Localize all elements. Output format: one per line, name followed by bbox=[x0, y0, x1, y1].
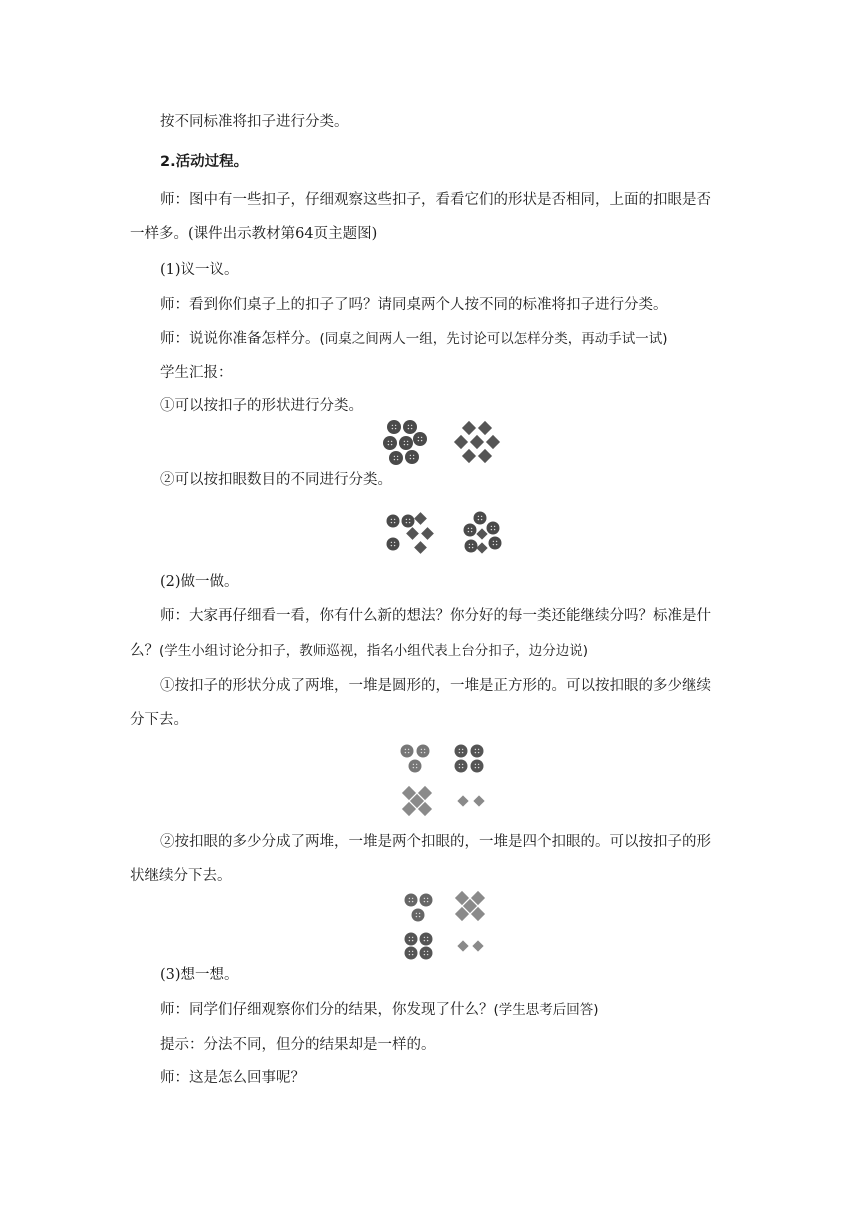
note-text: (学生小组讨论分扣子，教师巡视，指名小组代表上台分扣子，边分边说) bbox=[159, 643, 589, 659]
text-line: 师：图中有一些扣子，仔细观察这些扣子，看看它们的形状是否相同，上面的扣眼是否 bbox=[160, 192, 711, 208]
teacher-text: 师：说说你准备怎样分。 bbox=[160, 331, 320, 347]
text-line: 一样多。(课件出示教材第64页主题图) bbox=[130, 226, 378, 242]
text-line: 师：大家再仔细看一看，你有什么新的想法？你分好的每一类还能继续分吗？标准是什 bbox=[160, 608, 711, 624]
button-hole-dot bbox=[395, 428, 396, 429]
button-hole-dot bbox=[472, 544, 473, 545]
square-button-icon bbox=[414, 512, 427, 525]
button-hole-dot bbox=[391, 522, 392, 523]
round-button-icon bbox=[471, 760, 484, 773]
button-hole-dot bbox=[418, 437, 419, 438]
square-buttons-group bbox=[454, 421, 500, 463]
square-two-hole-subgroup bbox=[457, 795, 484, 806]
button-hole-dot bbox=[424, 951, 425, 952]
button-hole-dot bbox=[411, 428, 412, 429]
button-hole-dot bbox=[494, 526, 495, 527]
text-line bbox=[160, 330, 760, 348]
button-hole-dot bbox=[407, 441, 408, 442]
button-hole-dot bbox=[416, 913, 417, 914]
button-hole-dot bbox=[427, 937, 428, 938]
button-hole-dot bbox=[462, 764, 463, 765]
button-hole-dot bbox=[462, 749, 463, 750]
square-button-icon bbox=[473, 795, 484, 806]
round-button-icon bbox=[387, 420, 401, 434]
round-button-icon bbox=[402, 515, 415, 528]
button-hole-dot bbox=[413, 458, 414, 459]
button-hole-dot bbox=[404, 444, 405, 445]
button-hole-dot bbox=[421, 749, 422, 750]
button-hole-dot bbox=[424, 937, 425, 938]
button-hole-dot bbox=[421, 440, 422, 441]
button-hole-dot bbox=[408, 752, 409, 753]
round-button-icon bbox=[455, 760, 468, 773]
button-hole-dot bbox=[388, 444, 389, 445]
text-line: 师：这是怎么回事呢？ bbox=[160, 1070, 305, 1086]
round-button-icon bbox=[399, 436, 413, 450]
text-line: ②按扣眼的多少分成了两堆，一堆是两个扣眼的，一堆是四个扣眼的。可以按扣子的形 bbox=[160, 834, 711, 850]
button-hole-dot bbox=[404, 441, 405, 442]
figure-shape-classification bbox=[380, 417, 510, 469]
button-hole-dot bbox=[405, 752, 406, 753]
round-button-icon bbox=[420, 933, 433, 946]
square-button-icon bbox=[476, 528, 487, 539]
figure-hole-classification bbox=[383, 510, 508, 558]
button-hole-dot bbox=[475, 764, 476, 765]
four-hole-square-subgroup bbox=[457, 940, 483, 951]
button-hole-dot bbox=[481, 519, 482, 520]
round-button-icon bbox=[455, 745, 468, 758]
note-text: (同桌之间两人一组，先讨论可以怎样分类，再动手试一试) bbox=[319, 331, 668, 347]
button-hole-dot bbox=[391, 542, 392, 543]
square-button-icon bbox=[457, 940, 468, 951]
button-hole-dot bbox=[478, 519, 479, 520]
round-button-icon bbox=[409, 760, 422, 773]
button-hole-dot bbox=[468, 531, 469, 532]
button-hole-dot bbox=[475, 767, 476, 768]
round-buttons-group bbox=[383, 420, 427, 465]
button-hole-dot bbox=[427, 898, 428, 899]
button-hole-dot bbox=[469, 544, 470, 545]
button-hole-dot bbox=[494, 529, 495, 530]
button-hole-dot bbox=[462, 767, 463, 768]
round-button-icon bbox=[465, 540, 478, 553]
button-hole-dot bbox=[412, 954, 413, 955]
text-line: ①可以按扣子的形状进行分类。 bbox=[160, 398, 363, 414]
button-hole-dot bbox=[478, 767, 479, 768]
button-hole-dot bbox=[424, 901, 425, 902]
button-hole-dot bbox=[409, 951, 410, 952]
round-button-icon bbox=[405, 947, 418, 960]
round-button-icon bbox=[417, 745, 430, 758]
button-hole-dot bbox=[394, 522, 395, 523]
button-hole-dot bbox=[496, 541, 497, 542]
button-hole-dot bbox=[408, 749, 409, 750]
button-hole-dot bbox=[413, 767, 414, 768]
square-four-hole-subgroup bbox=[402, 786, 432, 816]
button-hole-dot bbox=[491, 529, 492, 530]
button-hole-dot bbox=[406, 522, 407, 523]
button-hole-dot bbox=[427, 954, 428, 955]
button-hole-dot bbox=[424, 954, 425, 955]
button-hole-dot bbox=[416, 767, 417, 768]
four-hole-group bbox=[464, 512, 502, 554]
round-button-icon bbox=[387, 515, 400, 528]
round-button-icon bbox=[420, 894, 433, 907]
button-hole-dot bbox=[408, 428, 409, 429]
subheading: (3)想一想。 bbox=[160, 967, 239, 983]
button-hole-dot bbox=[409, 522, 410, 523]
text-line bbox=[130, 642, 730, 660]
button-hole-dot bbox=[412, 901, 413, 902]
button-hole-dot bbox=[459, 764, 460, 765]
square-button-icon bbox=[478, 421, 492, 435]
button-hole-dot bbox=[478, 752, 479, 753]
button-hole-dot bbox=[419, 916, 420, 917]
button-hole-dot bbox=[475, 749, 476, 750]
round-two-hole-subgroup bbox=[401, 745, 430, 773]
button-hole-dot bbox=[397, 456, 398, 457]
button-hole-dot bbox=[410, 455, 411, 456]
square-button-icon bbox=[421, 527, 434, 540]
button-hole-dot bbox=[427, 940, 428, 941]
round-button-icon bbox=[489, 537, 502, 550]
round-four-hole-subgroup bbox=[455, 745, 484, 773]
round-button-icon bbox=[487, 522, 500, 535]
button-hole-dot bbox=[478, 516, 479, 517]
round-button-icon bbox=[412, 909, 425, 922]
square-button-icon bbox=[472, 940, 483, 951]
subheading: (2)做一做。 bbox=[160, 574, 239, 590]
button-hole-dot bbox=[392, 425, 393, 426]
two-hole-round-subgroup bbox=[405, 894, 433, 922]
text-line: 按不同标准将扣子进行分类。 bbox=[160, 114, 349, 130]
square-button-icon bbox=[414, 541, 427, 554]
button-hole-dot bbox=[459, 752, 460, 753]
button-hole-dot bbox=[427, 901, 428, 902]
button-hole-dot bbox=[475, 752, 476, 753]
button-hole-dot bbox=[418, 440, 419, 441]
two-hole-square-subgroup bbox=[455, 891, 485, 921]
button-hole-dot bbox=[471, 528, 472, 529]
button-hole-dot bbox=[394, 545, 395, 546]
button-hole-dot bbox=[409, 940, 410, 941]
text-line: 提示：分法不同，但分的结果却是一样的。 bbox=[160, 1037, 436, 1053]
text-line bbox=[160, 1001, 760, 1019]
square-button-icon bbox=[476, 542, 487, 553]
square-button-icon bbox=[457, 795, 468, 806]
button-hole-dot bbox=[409, 937, 410, 938]
round-button-icon bbox=[389, 451, 403, 465]
button-hole-dot bbox=[478, 749, 479, 750]
button-hole-dot bbox=[408, 425, 409, 426]
button-hole-dot bbox=[419, 913, 420, 914]
two-hole-group bbox=[387, 512, 434, 554]
round-button-icon bbox=[405, 933, 418, 946]
button-hole-dot bbox=[491, 526, 492, 527]
square-button-icon bbox=[478, 449, 492, 463]
text-line: 学生汇报： bbox=[160, 365, 233, 381]
button-hole-dot bbox=[421, 752, 422, 753]
round-button-icon bbox=[405, 894, 418, 907]
button-hole-dot bbox=[424, 749, 425, 750]
button-hole-dot bbox=[395, 425, 396, 426]
square-button-icon bbox=[454, 435, 468, 449]
button-hole-dot bbox=[459, 749, 460, 750]
question-text: 么？ bbox=[130, 643, 159, 659]
subheading: (1)议一议。 bbox=[160, 262, 239, 278]
button-hole-dot bbox=[413, 764, 414, 765]
square-button-icon bbox=[406, 527, 419, 540]
square-button-icon bbox=[470, 435, 484, 449]
note-text: (学生思考后回答) bbox=[493, 1002, 599, 1018]
button-hole-dot bbox=[394, 542, 395, 543]
round-button-icon bbox=[387, 538, 400, 551]
button-hole-dot bbox=[410, 458, 411, 459]
button-hole-dot bbox=[468, 528, 469, 529]
text-line: 分下去。 bbox=[130, 712, 188, 728]
button-hole-dot bbox=[409, 519, 410, 520]
button-hole-dot bbox=[407, 444, 408, 445]
button-hole-dot bbox=[416, 764, 417, 765]
button-hole-dot bbox=[391, 444, 392, 445]
square-button-icon bbox=[486, 435, 500, 449]
round-button-icon bbox=[464, 524, 477, 537]
button-hole-dot bbox=[406, 519, 407, 520]
button-hole-dot bbox=[478, 764, 479, 765]
button-hole-dot bbox=[427, 951, 428, 952]
button-hole-dot bbox=[424, 940, 425, 941]
round-button-icon bbox=[401, 745, 414, 758]
text-line: ①按扣子的形状分成了两堆，一堆是圆形的，一堆是正方形的。可以按扣眼的多少继续 bbox=[160, 678, 711, 694]
button-hole-dot bbox=[462, 752, 463, 753]
round-button-icon bbox=[413, 432, 427, 446]
teacher-text: 师：同学们仔细观察你们分的结果，你发现了什么？ bbox=[160, 1002, 494, 1018]
button-hole-dot bbox=[394, 456, 395, 457]
button-hole-dot bbox=[394, 459, 395, 460]
text-line: 状继续分下去。 bbox=[130, 868, 232, 884]
button-hole-dot bbox=[424, 898, 425, 899]
button-hole-dot bbox=[469, 547, 470, 548]
button-hole-dot bbox=[493, 541, 494, 542]
button-hole-dot bbox=[391, 519, 392, 520]
button-hole-dot bbox=[409, 898, 410, 899]
button-hole-dot bbox=[424, 752, 425, 753]
square-button-icon bbox=[462, 449, 476, 463]
round-button-icon bbox=[383, 436, 397, 450]
button-hole-dot bbox=[411, 425, 412, 426]
figure-shape-then-holes bbox=[398, 742, 493, 814]
button-hole-dot bbox=[416, 916, 417, 917]
text-line: ②可以按扣眼数目的不同进行分类。 bbox=[160, 472, 392, 488]
button-hole-dot bbox=[481, 516, 482, 517]
text-line: 师：看到你们桌子上的扣子了吗？请同桌两个人按不同的标准将扣子进行分类。 bbox=[160, 297, 668, 313]
button-hole-dot bbox=[391, 441, 392, 442]
button-hole-dot bbox=[471, 531, 472, 532]
button-hole-dot bbox=[388, 441, 389, 442]
round-button-icon bbox=[405, 450, 419, 464]
round-button-icon bbox=[403, 420, 417, 434]
button-hole-dot bbox=[472, 547, 473, 548]
button-hole-dot bbox=[392, 428, 393, 429]
round-button-icon bbox=[420, 947, 433, 960]
button-hole-dot bbox=[412, 898, 413, 899]
button-hole-dot bbox=[405, 749, 406, 750]
button-hole-dot bbox=[421, 437, 422, 438]
four-hole-round-subgroup bbox=[405, 933, 433, 960]
button-hole-dot bbox=[459, 767, 460, 768]
button-hole-dot bbox=[409, 901, 410, 902]
figure-holes-then-shape bbox=[402, 891, 492, 961]
button-hole-dot bbox=[413, 455, 414, 456]
button-hole-dot bbox=[412, 937, 413, 938]
round-button-icon bbox=[471, 745, 484, 758]
button-hole-dot bbox=[412, 940, 413, 941]
button-hole-dot bbox=[493, 544, 494, 545]
square-button-icon bbox=[462, 421, 476, 435]
button-hole-dot bbox=[409, 954, 410, 955]
button-hole-dot bbox=[397, 459, 398, 460]
section-heading: 2.活动过程。 bbox=[160, 154, 249, 170]
round-button-icon bbox=[474, 512, 487, 525]
button-hole-dot bbox=[391, 545, 392, 546]
button-hole-dot bbox=[496, 544, 497, 545]
button-hole-dot bbox=[412, 951, 413, 952]
button-hole-dot bbox=[394, 519, 395, 520]
